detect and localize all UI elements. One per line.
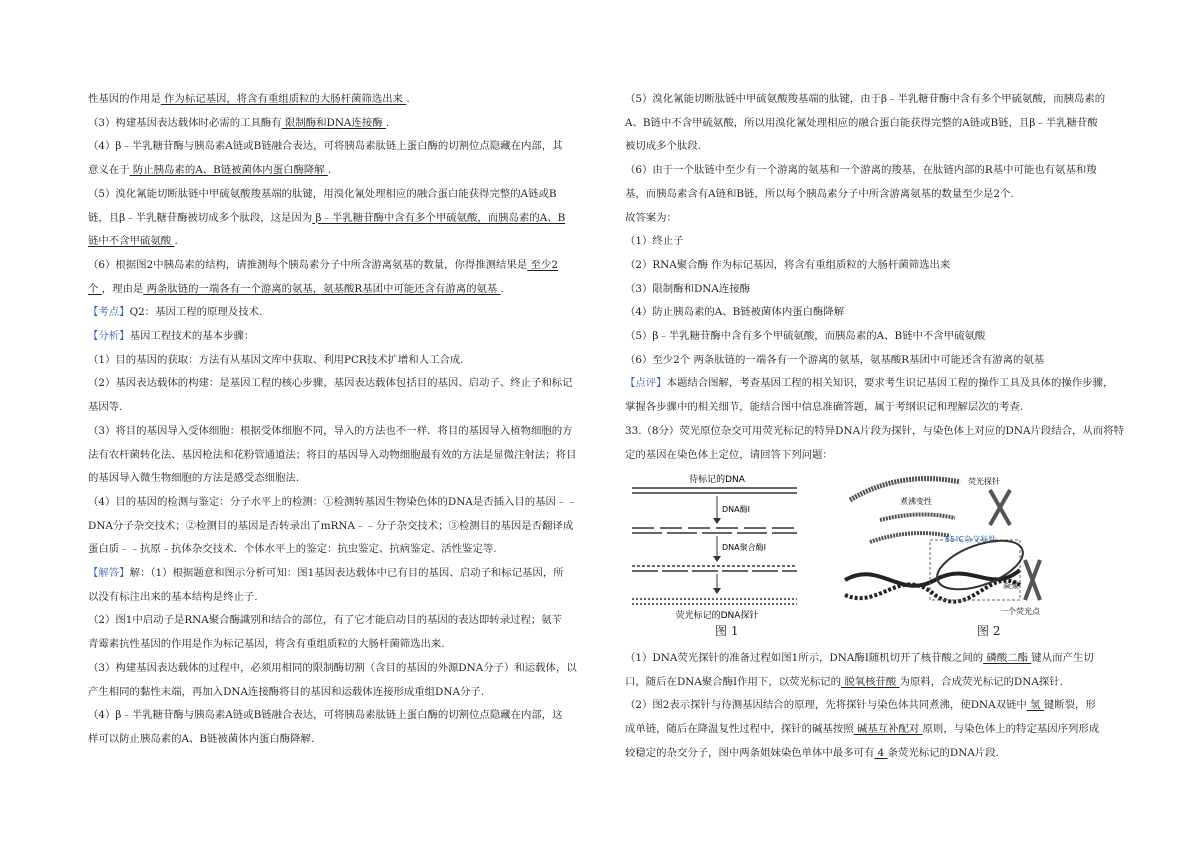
text-line: （3）构建基因表达载体的过程中，必须用相同的限制酶切割（含目的基因的外源DNA分子）和运载体，以	[88, 661, 577, 674]
answer-line: （1）终止子	[625, 235, 684, 248]
right-column-bottom	[625, 647, 1117, 766]
text-line: 较稳定的杂交分子，图中两条姐妹染色单体中最多可有 4 条荧光标记的DNA片段.	[625, 746, 999, 759]
text-line: A、B链中不含甲硫氨酸，所以用溴化氰处理相应的融合蛋白能获得完整的A链或B链，且β﹣半乳糖苷酸	[625, 116, 1098, 129]
text-line: 以没有标注出来的基本结构是终止子.	[88, 590, 258, 603]
text-line: 掌握各步骤中的相关细节，能结合图中信息准确答题，属于考纲识记和理解层次的考查.	[625, 401, 1024, 414]
text-line: （3）构建基因表达载体时必需的工具酶有 限制酶和DNA连接酶 .	[88, 116, 390, 129]
text-line: 意义在于 防止胰岛素的A、B链被菌体内蛋白酶降解 .	[88, 164, 332, 177]
text-line: 个 ，理由是 两条肽链的一端各有一个游离的氨基，氨基酸R基团中可能还含有游离的氨基 .	[88, 282, 504, 295]
answer-line: （5）β﹣半乳糖苷酶中含有多个甲硫氨酸，而胰岛素的A、B链中不含甲硫氨酸	[625, 330, 986, 343]
fenxi-line: 【分析】基因工程技术的基本步骤：	[88, 330, 255, 343]
answer-line: （6）至少2个 两条肽链的一端各有一个游离的氨基，氨基酸R基团中可能还含有游离的氨基	[625, 353, 1045, 366]
figure-2-caption: 图 2	[977, 624, 1001, 638]
fig2-condense-label: 凝聚	[1003, 581, 1019, 590]
text-line: 产生相同的黏性末端，再加入DNA连接酶将目的基因和运载体连接形成重组DNA分子.	[88, 685, 485, 698]
text-line: 的基因导入微生物细胞的方法是感受态细胞法.	[88, 472, 300, 485]
kaodian-line: 【考点】Q2：基因工程的原理及技术.	[88, 306, 263, 319]
answer-line: （4）防止胰岛素的A、B链被菌体内蛋白酶降解	[625, 306, 845, 319]
figure-2-diagram	[840, 470, 1045, 620]
answer-line: （2）RNA聚合酶 作为标记基因，将含有重组质粒的大肠杆菌筛选出来	[625, 258, 951, 271]
text-line: 故答案为：	[625, 211, 677, 224]
figures	[625, 470, 1045, 640]
text-line: （1）目的基因的获取：方法有从基因文库中获取、利用PCR技术扩增和人工合成.	[88, 353, 464, 366]
text-line: DNA分子杂交技术；②检测目的基因是否转录出了mRNA﹣﹣分子杂交技术；③检测目的基因是否翻译成	[88, 519, 574, 532]
text-line: （3）将目的基因导入受体细胞：根据受体细胞不同，导入的方法也不一样．将目的基因导入植物细胞的方	[88, 424, 573, 437]
text-line: 基因等.	[88, 401, 123, 414]
right-column	[625, 88, 1124, 467]
text-line: （1）DNA荧光探针的准备过程如图1所示，DNA酶Ⅰ随机切开了核苷酸之间的 磷酸二酯 键从而产生切	[625, 652, 1094, 664]
text-line: 链，且β﹣半乳糖苷酶被切成多个肽段，这是因为 β﹣半乳糖苷酶中含有多个甲硫氨酸，而胰岛素的A、B	[88, 211, 566, 224]
fig1-enzyme2: DNA聚合酶Ⅰ	[722, 543, 766, 552]
figure-1-diagram	[627, 472, 802, 622]
text-line: 被切成多个肽段.	[625, 140, 702, 153]
text-line: （4）β﹣半乳糖苷酶与胰岛素A链或B链融合表达，可将胰岛素肽链上蛋白酶的切割位点隐藏在内部，这	[88, 709, 563, 722]
text-line: 样可以防止胰岛素的A、B链被菌体内蛋白酶降解.	[88, 732, 315, 745]
fig1-enzyme1: DNA酶Ⅰ	[722, 505, 750, 514]
text-line: 基，而胰岛素含有A链和B链，所以每个胰岛素分子中所含游离氨基的数量至少是2个.	[625, 187, 1014, 200]
text-line: （4）β﹣半乳糖苷酶与胰岛素A链或B链融合表达，可将胰岛素肽链上蛋白酶的切割位点隐藏在内部，其	[88, 140, 563, 153]
fig2-boil-label: 煮沸变性	[900, 497, 932, 506]
text-line: （2）图1中启动子是RNA聚合酶識别和结合的部位，有了它才能启动目的基因的表达即转录过程；氨苄	[88, 614, 563, 627]
figure-1-caption: 图 1	[715, 624, 739, 638]
jieda-line: 【解答】解：（1）根据题意和图示分析可知：图1基因表达载体中已有目的基因、启动子和标记基因，所	[88, 567, 564, 580]
fig1-bottom-label: 荧光标记的DNA探针	[675, 611, 759, 621]
text-line: （5）溴化氰能切断肽链中甲硫氨酸羧基端的肽键，由于β﹣半乳糖苷酶中含有多个甲硫氨酸，而胰岛素的	[625, 93, 1106, 105]
text-line: （6）由于一个肽链中至少有一个游离的氨基和一个游离的羧基，在肽链内部的R基中可能也有氨基和羧	[625, 164, 1097, 177]
dianping-line: 【点评】本题结合图解，考查基因工程的相关知识，要求考生识记基因工程的操作工具及具体的操作步骤，	[625, 377, 1114, 390]
text-line: （2）基因表达载体的构建：是基因工程的核心步骤，基因表达载体包括目的基因、启动子、终止子和标记	[88, 377, 573, 390]
left-column	[88, 88, 593, 752]
fig2-probe-label: 荧光探针	[968, 477, 1000, 486]
text-line: （2）图2表示探针与待测基因结合的原理，先将探针与染色体共同煮沸，使DNA双链中 氢 键断裂，形	[625, 699, 1096, 712]
text-line: （5）溴化氰能切断肽链中甲硫氨酸羧基端的肽键，用溴化氰处理相应的融合蛋白能获得完整的A链或B	[88, 187, 557, 200]
text-line: （6）根据图2中胰岛素的结构，请推测每个胰岛素分子中所含游离氨基的数量，你得推测结果是 至少2	[88, 258, 558, 271]
text-line: 青霉素抗性基因的作用是作为标记基因，将含有重组质粒的大肠杆菌筛选出来.	[88, 638, 445, 651]
text-line: 成单链，随后在降温复性过程中，探针的碱基按照 碱基互补配对 原则，与染色体上的特定基因序列形成	[625, 723, 1100, 736]
answer-line: （3）限制酶和DNA连接酶	[625, 282, 751, 295]
fig1-top-label: 待标记的DNA	[689, 475, 745, 485]
text-line: 性基因的作用是 作为标记基因，将含有重组质粒的大肠杆菌筛选出来 .	[88, 93, 410, 105]
text-line: （4）目的基因的检测与鉴定：分子水平上的检测：①检测转基因生物染色体的DNA是否插入目的基因﹣﹣	[88, 495, 577, 508]
fig2-spot-label: 一个荧光点	[1000, 607, 1040, 616]
text-line: 链中不含甲硫氨酸 .	[88, 235, 178, 248]
fig2-hybrid-label: 55℃杂交复性	[945, 535, 997, 544]
text-line: 蛋白质﹣﹣抗原﹣抗体杂交技术．个体水平上的鉴定：抗虫鉴定、抗病鉴定、活性鉴定等.	[88, 543, 497, 556]
text-line: 定的基因在染色体上定位，请回答下列问题：	[625, 448, 833, 461]
question-33-line: 33.（8分）荧光原位杂交可用荧光标记的特异DNA片段为探针，与染色体上对应的DNA片段结合，从而将特	[625, 424, 1124, 437]
text-line: 口，随后在DNA聚合酶Ⅰ作用下，以荧光标记的 脱氧核苷酸 为原料，合成荧光标记的DNA探针.	[625, 675, 1063, 688]
text-line: 法有农杆菌转化法、基因枪法和花粉管通道法；将目的基因导入动物细胞最有效的方法是显微注射法；将目	[88, 448, 577, 461]
